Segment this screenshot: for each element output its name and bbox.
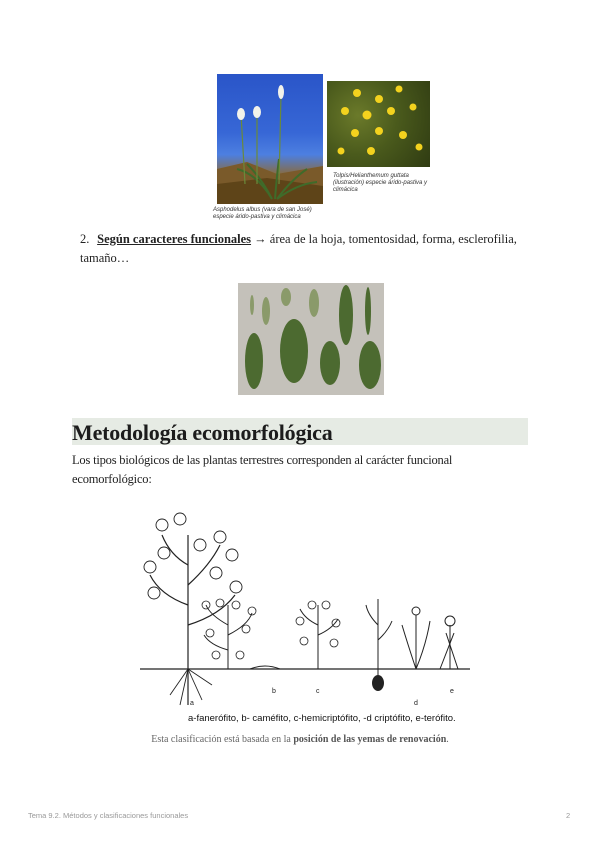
asphodelus-photo: [217, 74, 323, 204]
caption-suffix: .: [446, 734, 449, 745]
label-d: d: [414, 700, 418, 707]
caption-emphasis: posición de las yemas de renovación: [293, 734, 447, 745]
list-item-description: → área de la hoja, tomentosidad, forma, esclerofilia, tamaño…: [80, 232, 517, 265]
yellow-flowers-photo: [327, 81, 430, 167]
leaves-illustration: [238, 283, 384, 395]
yellow-flowers-illustration: [327, 81, 430, 167]
asphodelus-illustration: [217, 74, 323, 204]
leaves-photo: [238, 283, 384, 395]
section-title: Metodología ecomorfológica: [72, 420, 333, 445]
label-c: c: [316, 688, 320, 695]
list-item-number: 2.: [80, 232, 90, 246]
life-forms-legend: a-fanerófito, b- caméfito, c-hemicriptófito, -d criptófito, e-terófito.: [188, 713, 456, 724]
yellow-flowers-caption: Tolpis/Helianthemum guttata (ilustración) especie árido-pastiva y climácica: [333, 173, 428, 193]
list-item-heading: Según caracteres funcionales: [97, 232, 252, 246]
life-forms-diagram: [140, 505, 470, 725]
footer-title: Tema 9.2. Métodos y clasificaciones funcionales: [28, 811, 189, 820]
label-b: b: [272, 688, 276, 695]
label-e: e: [450, 688, 454, 695]
page-number: 2: [566, 811, 571, 820]
list-item-functional-traits: [80, 230, 520, 268]
asphodelus-caption: Asphodelus albus (vara de san José) especie árido-pastiva y climácica: [213, 207, 312, 220]
caption-prefix: Esta clasificación está basada en la: [151, 734, 294, 745]
label-a: a: [190, 700, 194, 707]
section-paragraph: Los tipos biológicos de las plantas terrestres corresponden al carácter funcional ecomorfológico:: [72, 453, 453, 486]
diagram-caption: [0, 734, 600, 745]
life-forms-drawing: [140, 505, 470, 725]
